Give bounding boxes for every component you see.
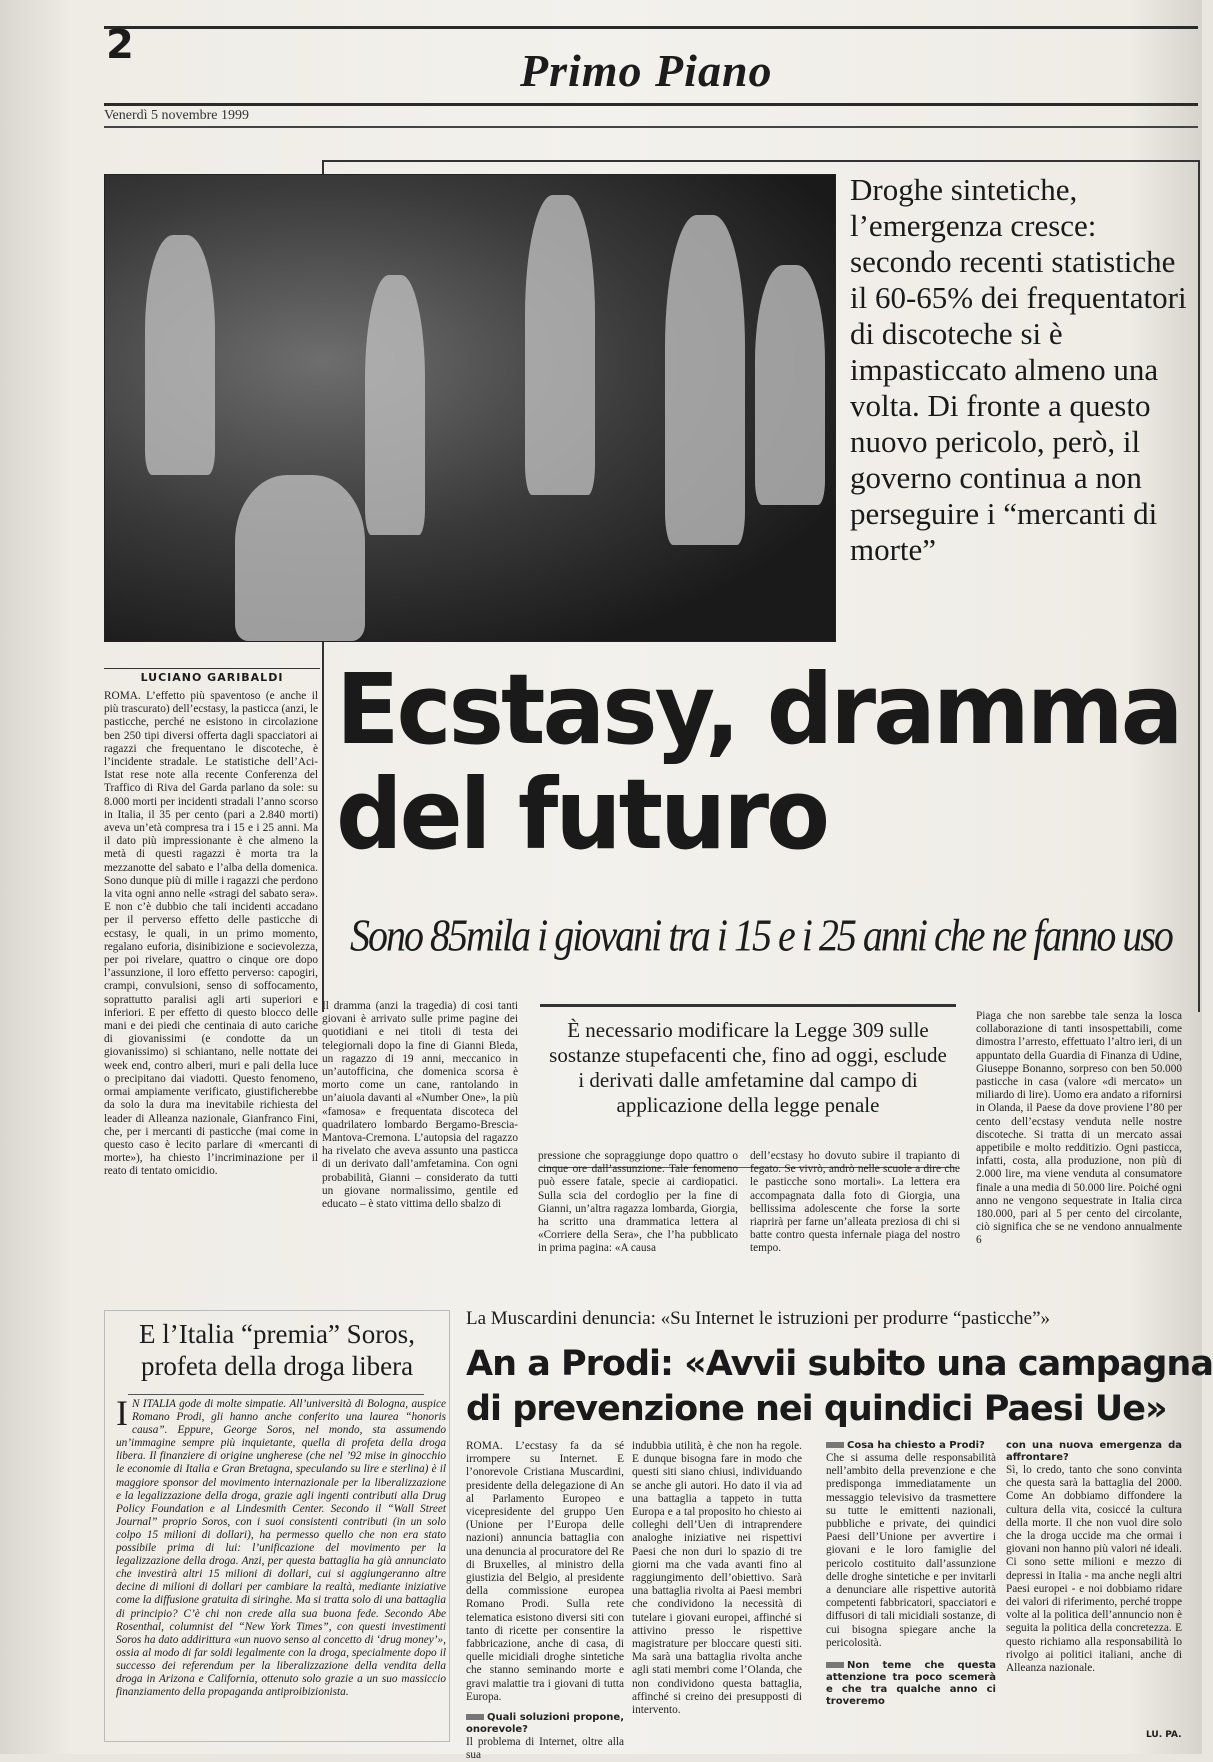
sidebar-body: N ITALIA gode di molte simpatie. All’università di Bologna, auspice Romano Prodi, gli hanno anche conferito una laurea “honoris causa”. Eppure, George Soros, nel mondo, sta assumendo un’immagine sempre più inquietante, quella di profeta della droga libera. Il finanziere di origine ungherese (che nel ’92 mise in ginocchio le economie di Italia e Gran Bretagna, speculando su lire e sterlina) è il maggiore sponsor del movimento internazionale per la liberalizzazione e la legalizzazione della droga, grazie agli ingenti contributi alla Drug Policy Foundation e al Lindesmith Center. Secondo il “Wall Street Journal” proprio Soros, con i suoi consistenti contributi (in un solo colpo 15 milioni di dollari), ha permesso quello che non era stato possibile prima di lui: l’unificazione del movimento per la legalizzazione della droga. Anzi, per questa battaglia ha già annunciato che investirà altri 15 milioni di dollari, cui si aggiungeranno altre decine di milioni di dollari per cambiare la realtà, mediante iniziative come la diffusione gratuita di siringhe. Ma si tratta solo di una battaglia di principio? C’è chi non crede alla sua buona fede. Secondo Abe Rosenthal, columnist del “New York Times”, con questi investimenti Soros ha dato addirittura «un nuovo senso al concetto di ‘drug money’», ossia al modo di far soldi legalmente con la droga, specialmente dopo il successo dei referendum per la liberalizzazione della vendita della droga in Arizona e California, ottenuto solo grazie a un suo massiccio finanziamento della propaganda antiproibizionista. [116,1398,446,1699]
top-rule [104,26,1198,29]
question-marker-icon [826,1442,844,1448]
photo-figure [755,265,825,505]
second-headline-line-2: di prevenzione nei quindici Paesi Ue» [466,1389,1167,1429]
header-rule-lower [104,126,1198,128]
interview-question: Cosa ha chiesto a Prodi? [826,1440,996,1452]
section-title: Primo Piano [520,45,773,96]
sidebar-text [116,1393,446,1723]
interview-column-3 [826,1440,996,1736]
headline [336,652,1181,872]
interview-column-4 [1006,1440,1182,1736]
issue-date: Venerdì 5 novembre 1999 [104,108,250,123]
pullquote: È necessario modificare la Legge 309 sulle sostanze stupefacenti che, fino ad oggi, esclude i derivati dalle amfetamine dal campo di applicazione della legge penale [549,1018,947,1117]
subheadline: Sono 85mila i giovani tra i 15 e i 25 anni che ne fanno uso [350,909,1172,961]
header-rule [104,103,1198,106]
interview-question: Quali soluzioni propone, onorevole? [466,1712,624,1736]
interview-text: Che si assuma delle responsabilità nell’ambito della prevenzione e che predisponga immediatamente un messaggio televisivo da trasmettere su tutte le emittenti nazionali, pubbliche e private, dei quindici Paesi dell’Unione per avvertire i giovani e le loro famiglie del pericolo costituito dall’assunzione delle droghe sintetiche e per invitarli a denunciare alle rispettive autorità competenti fabbricatori, spacciatori e diffusori di tali micidiali sostanze, di cui bisogna spiegare anche la pericolosità. [826,1452,996,1649]
photo-figure [365,275,425,535]
article-column-1: ROMA. L’effetto più spaventoso (e anche il più trascurato) dell’ecstasy, la pasticca (anzi, le pasticche, perché ne esistono in circolazione ben 250 tipi diversi offerta dagli spacciatori ai ragazzi che frequentano le discoteche, è l’incidente stradale. Le statistiche dell’Aci-Istat rese note alla recente Conferenza del Traffico di Riva del Garda parlano da sole: su 8.000 morti per incidenti stradali l’anno scorso in Italia, il 35 per cento (pari a 2.840 morti) aveva un’età compresa tra i 15 e i 25 anni. Ma il dato più impressionante è che almeno la metà di questi ragazzi è morta tra la mezzanotte del sabato e l’alba della domenica. Sono dunque più di mille i ragazzi che perdono la vita ogni anno nelle «stragi del sabato sera». E non c’è dubbio che tali incidenti accadano per il perverso effetto delle pasticche di ecstasy, le quali, in un primo momento, regalano euforia, disinibizione e socievolezza, per poi rivelare, quattro o cinque ore dopo l’assunzione, il loro effetto perverso: capogiri, crampi, convulsioni, senso di soffocamento, soprattutto paralisi agli arti superiori e inferiori. E per effetto di questo blocco delle mani e dei piedi che centinaia di auto cariche di giovanissimi (e condotte da un giovanissimo) si schiantano, nelle nottate dei week end, contro alberi, muri e pali della luce o precipitano dai viadotti. Questo fenomeno, ormai ampiamente verificato, giustificherebbe da solo la dura ma inevitabile richiesta del leader di Alleanza nazionale, Gianfranco Fini, che, per i mercanti di pasticche (mai come in questo caso è lecito parlare di «mercanti di morte»), ha chiesto l’incriminazione per il reato di tentato omicidio. [104,690,318,1178]
disco-photo [104,174,836,642]
article-column-3: pressione che sopraggiunge dopo quattro o cinque ore dall’assunzione. Tale fenomeno può essere fatale, specie ai cardiopatici. Sulla scia del cordoglio per la fine di Gianni, un’altra ragazza lombarda, Giorgia, ha scritto una drammatica lettera al «Corriere della Sera», che l’ha pubblicato in prima pagina: «A causa [538,1150,738,1255]
interview-text: ROMA. L’ecstasy fa da sé irrompere su Internet. E l’onorevole Cristiana Muscardini, presidente della delegazione di An al Parlamento Europeo e vicepresidente del gruppo Uen (Unione per l’Europa delle nazioni) annuncia battaglia con una denuncia al procuratore del Re di Bruxelles, al ministro della giustizia del Belgio, al presidente della commissione europea Romano Prodi. Sulla rete telematica esistono diversi siti con tanto di ricette per consentire la fabbricazione, anche di casa, di quelle micidiali droghe sintetiche che stanno seminando morte e gravi malattie tra i giovani di tutta Europa. [466,1440,624,1703]
question-marker-icon [826,1662,844,1668]
article-column-2: Il dramma (anzi la tragedia) di cosi tanti giovani è arrivato sulle prime pagine dei quotidiani e nei titoli di testa dei telegiornali dopo la fine di Gianni Bleda, un ragazzo di 19 anni, meccanico in un’autofficina, che domenica scorsa è morto come un cane, rantolando in un’aiuola davanti al «Number One», la più «famosa» e frequentata discoteca del quadrilatero lombardo Bergamo-Brescia-Mantova-Cremona. L’autopsia del ragazzo ha rivelato che aveva assunto una pasticca di un derivato dall’amfetamina. Con ogni probabilità, Gianni – considerato da tutti un giovane normalissimo, gentile ed educato – è stato vittima dello sbalzo di [322,1000,518,1211]
page-number: 2 [106,22,134,68]
author-signature: LU. PA. [1146,1730,1182,1740]
sidebar-rule [128,1394,424,1395]
byline: LUCIANO GARIBALDI [104,668,320,684]
interview-text: Sì, lo credo, tanto che sono convinta che questa sarà la battaglia del 2000. Come An dobbiamo diffondere la cultura della vita, cosiccé la cultura della morte. Il che non vuol dire solo che la droga uccide ma che ormai i giovani non hanno più valori né ideali. Ci sono sette milioni e mezzo di depressi in Italia - ma anche negli altri Paesi europei - e noi dobbiamo ridare dei valori di riferimento, perché troppe volte al la politica dell’annuncio non è seguita la politica della concretezza. E questo richiamo alla responsabilità lo rivolgo ai politici italiani, anche di Alleanza nazionale. [1006,1464,1182,1675]
interview-text: Il problema di Internet, oltre alla sua [466,1736,624,1762]
photo-figure [525,195,595,495]
photo-figure [235,475,365,641]
second-headline [466,1342,1213,1432]
interview-question: Non teme che questa attenzione tra poco scemerà e che tra qualche anno ci troveremo [826,1660,996,1708]
interview-column-2: indubbia utilità, è che non ha regole. E dunque bisogna fare in modo che questi siti siano chiusi, individuando se anche gli autori. Ho dato il via ad una battaglia a tappeto in tutta Europa e a tal proposito ho chiesto ai colleghi dell’Uen di intraprendere analoghe iniziative nei rispettivi Paesi che non duri lo spazio di tre giorni ma che vada avanti fino al raggiungimento dell’obiettivo. Sarà una battaglia rivolta ai Paesi membri che condividono la necessità di tutelare i giovani europei, affinché si attivino presso le rispettive magistrature per bloccare questi siti. Ma sarà una battaglia rivolta anche agli stati membri come l’Olanda, che non condividono questa battaglia, affinché si creino dei presupposti di intervento. [632,1440,802,1717]
photo-figure [665,215,745,545]
headline-line-1: Ecstasy, dramma [336,652,1181,767]
sidebar-headline: E l’Italia “premia” Soros, profeta della droga libera [139,1319,415,1381]
article-column-4: dell’ecstasy ho dovuto subire il trapianto di fegato. Se vivrò, andrò nelle scuole a dire che le pasticche sono mortali». La lettera era accompagnata dalla foto di Giorgia, una bellissima adolescente che forse la sorte riaprirà per farne un’alleata preziosa di chi si batte contro questa infernale piaga del nostro tempo. [750,1150,960,1255]
second-headline-line-1: An a Prodi: «Avvii subito una campagna [466,1344,1213,1384]
photo-figure [145,235,215,475]
article-column-5: Piaga che non sarebbe tale senza la losca collaborazione di tanti insospettabili, come dimostra l’arresto, effettuato l’altro ieri, di un appuntato della Guardia di Finanza di Udine, Giuseppe Bonanno, sorpreso con ben 50.000 pasticche in casa (valore «di mercato» un miliardo di lire). Uomo era andato a rifornirsi in Olanda, il Paese da dove proviene l’80 per cento dell’ecstasy venduta nelle nostre discoteche. Si tratta di un mercato assai appetibile e molto redditizio. Ogni pasticca, infatti, costa, alla produzione, non più di 2.000 lire, ma viene venduta al consumatore finale a una media di 50.000 lire. Poiché ogni anno ne vengono sequestrate in Italia circa 180.000, pari al 5 per cento del circolante, ciò significa che se ne vendono annualmente 6 [976,1010,1182,1247]
question-marker-icon [466,1714,484,1720]
interview-column-1 [466,1440,624,1762]
drop-cap: I [116,1393,128,1433]
feature-deck: Droghe sintetiche, l’emergenza cresce: secondo recenti statistiche il 60-65% dei frequentatori di discoteche si è impasticcato almeno una volta. Di fronte a questo nuovo pericolo, però, il governo continua a non perseguire i “mercanti di morte” [850,172,1187,567]
headline-line-2: del futuro [336,757,827,872]
second-kicker: La Muscardini denuncia: «Su Internet le istruzioni per produrre “pasticche”» [466,1308,1051,1329]
interview-question: con una nuova emergenza da affrontare? [1006,1440,1182,1463]
